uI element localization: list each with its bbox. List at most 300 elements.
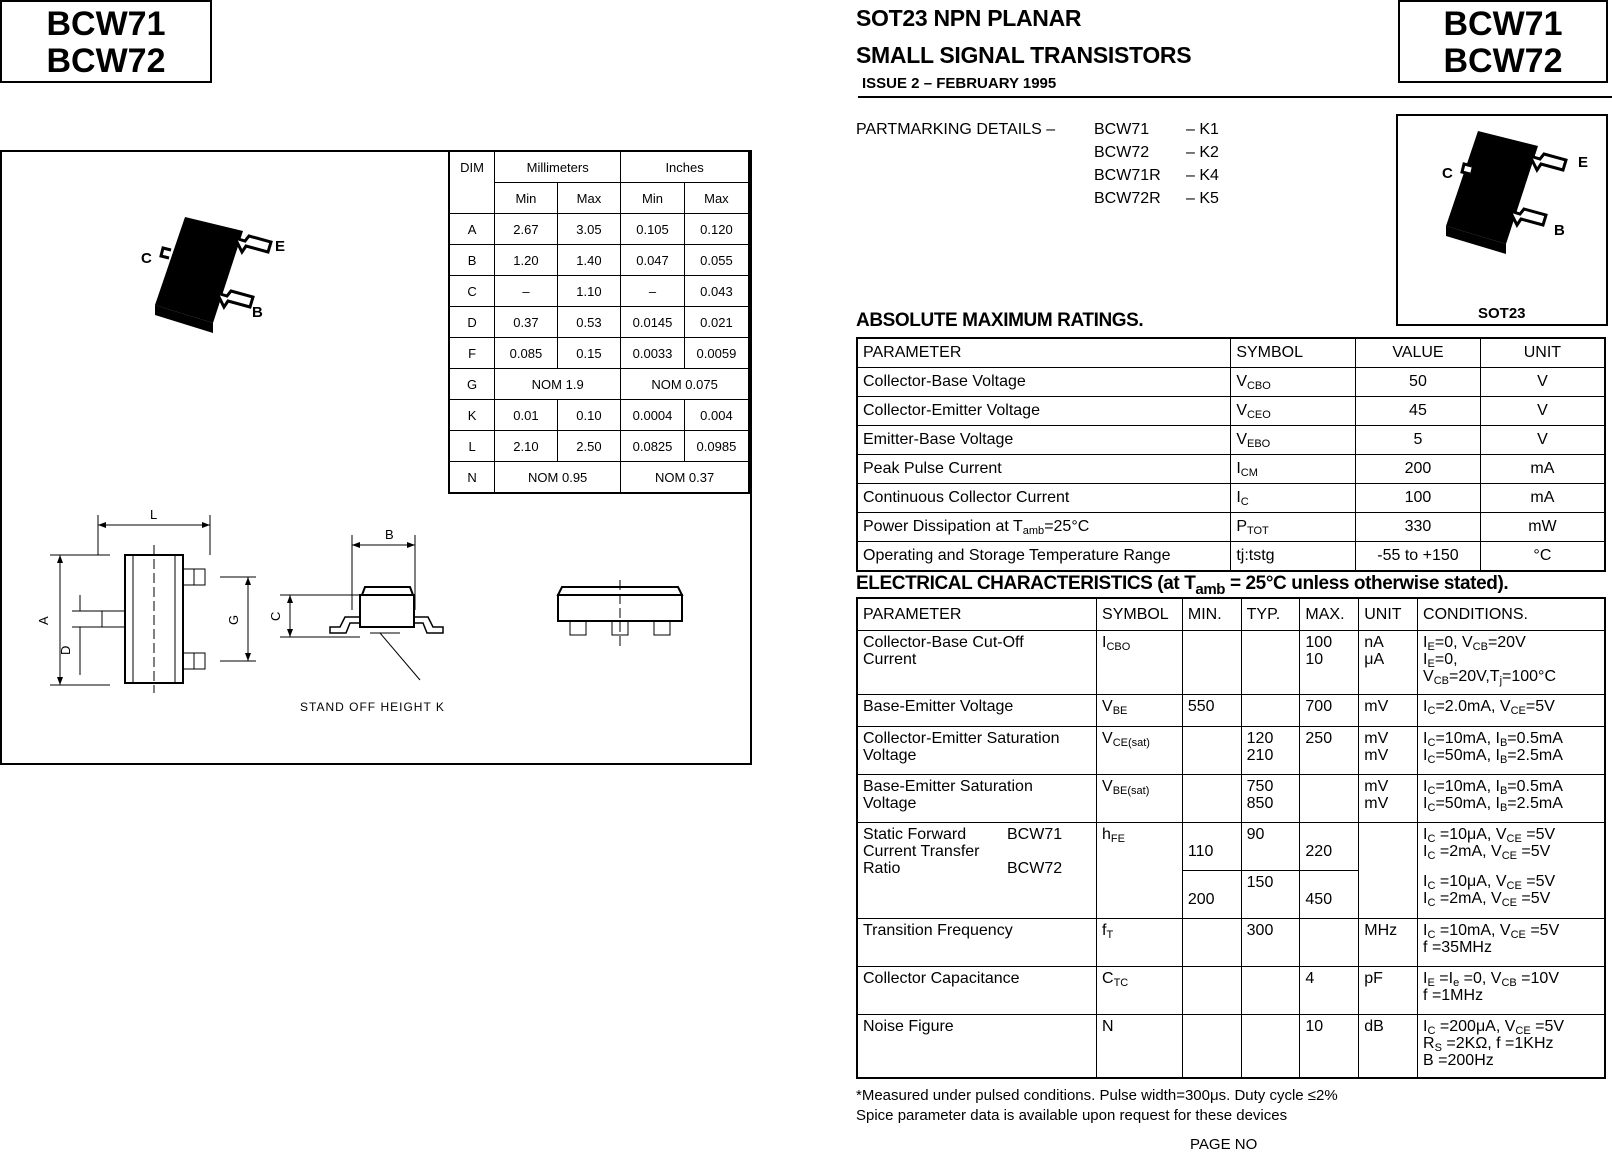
header-cell: MAX. [1300,598,1359,630]
param-line: Current [863,650,917,668]
dim-cell: NOM 1.9 [495,369,621,400]
dim-cell: – [495,276,558,307]
elec-title-text: ELECTRICAL CHARACTERISTICS (at T [856,573,1196,594]
cond-line: $I_C=50mA$, $I_B=2.5mA$ [1423,746,1563,766]
param-text: Ratio [863,859,901,877]
dim-cell: K [449,400,495,431]
min-line: 200 [1187,890,1215,908]
cond-cell [1418,822,1605,870]
dim-cell: 0.021 [684,307,749,338]
unit-cell: V [1480,368,1605,397]
dim-cell: 0.120 [684,214,749,245]
symbol-sub: EBO [1246,438,1271,450]
symbol: f [1102,921,1107,939]
unit-line: mV [1364,777,1389,795]
symbol-cell [1231,397,1356,426]
cond-line: $I_C =2mA$, $V_{CE} =5V$ [1423,842,1551,862]
min-cell [1182,966,1241,1014]
min-cell [1182,822,1241,870]
pin-e-label: E [275,238,286,255]
dim-cell: N [449,462,495,494]
max-cell [1300,774,1359,822]
symbol-sub: TOT [1246,525,1269,537]
dim-label-b: B [385,527,394,542]
cond-line: $I_E =I_e =0$, $V_{CB} =10V$ [1423,969,1559,989]
typ-cell [1241,1014,1300,1078]
max-line: 220 [1305,842,1333,860]
dim-row [449,214,749,245]
dim-row [449,462,749,494]
elec-table [856,597,1606,1079]
partmarking-label: PARTMARKING DETAILS – [856,121,1056,138]
dim-cell: B [449,245,495,276]
symbol-sub: C [1240,496,1249,508]
symbol-cell: N [1097,1014,1183,1078]
standoff-label: STAND OFF HEIGHT K [300,700,445,714]
max-cell: 10 [1300,1014,1359,1078]
max-cell [1300,918,1359,966]
part-row [1094,118,1219,141]
max-cell: 700 [1300,694,1359,726]
unit-line: mV [1364,746,1389,764]
symbol: I [1236,489,1241,506]
dim-cell: – [621,276,685,307]
pin-c-label: C [141,250,152,267]
dim-cell: 0.0004 [621,400,685,431]
dim-cell: 2.50 [557,431,620,462]
unit-line: mV [1364,794,1389,812]
elec-row [857,774,1605,822]
cond-cell [1418,918,1605,966]
max-line: 10 [1305,650,1324,668]
min-header: Min [621,183,685,214]
part-name: BCW71R [1094,167,1161,184]
unit-cell: dB [1359,1014,1418,1078]
unit-cell: MHz [1359,918,1418,966]
elec-title [856,573,1509,598]
symbol: V [1102,697,1113,715]
typ-cell [1241,822,1300,870]
header-cell: VALUE [1356,338,1481,368]
cond-cell [1418,630,1605,694]
abs-max-row [857,484,1605,513]
symbol-cell [1231,426,1356,455]
dim-cell: 0.055 [684,245,749,276]
unit-cell: mA [1480,455,1605,484]
header-cell: SYMBOL [1097,598,1183,630]
symbol-cell [1097,966,1183,1014]
abs-max-title: ABSOLUTE MAXIMUM RATINGS. [856,310,1144,331]
param-cell [857,513,1231,542]
symbol-cell [1097,822,1183,918]
cond-line: f =35MHz [1423,938,1492,956]
value-cell: -55 to +150 [1356,542,1481,572]
header-cell: SYMBOL [1231,338,1356,368]
symbol-cell [1097,918,1183,966]
dim-row [449,338,749,369]
cond-cell [1418,1014,1605,1078]
pin-c-label: C [1442,165,1453,182]
header-cell: UNIT [1480,338,1605,368]
param-line [863,860,1091,877]
dim-cell: NOM 0.075 [621,369,749,400]
part-row [1094,141,1219,164]
cond-line: $I_C =10\mu A$, $V_{CE} =5V$ [1423,825,1556,845]
abs-max-header-row [857,338,1605,368]
param-line: Voltage [863,746,917,764]
cond-line: $I_E=0$, [1423,650,1458,670]
symbol: h [1102,825,1111,843]
dim-cell: 0.37 [495,307,558,338]
value-cell: 200 [1356,455,1481,484]
dim-row [449,307,749,338]
part-mark: – K5 [1186,190,1219,207]
param-sub: amb [1022,525,1045,537]
unit-cell [1359,774,1418,822]
symbol-cell: tj:tstg [1231,542,1356,572]
unit-cell [1359,726,1418,774]
max-cell [1300,630,1359,694]
dim-header-row [449,151,749,183]
header-line2: SMALL SIGNAL TRANSISTORS [856,42,1192,68]
dim-row [449,400,749,431]
cond-cell [1418,774,1605,822]
symbol: V [1236,373,1247,390]
abs-max-table [856,337,1606,572]
sot23-package-icon-left [125,205,295,340]
typ-cell [1241,870,1300,918]
dim-cell: 1.40 [557,245,620,276]
min-cell [1182,870,1241,918]
unit-cell: °C [1480,542,1605,572]
left-title-line1: BCW71 [46,5,166,43]
cond-line: $I_C =10mA$, $V_{CE} =5V$ [1423,921,1560,941]
cond-line: $I_C =200\mu A$, $V_{CE} =5V$ [1423,1017,1565,1037]
dim-cell: 0.10 [557,400,620,431]
typ-cell [1241,694,1300,726]
typ-line: 850 [1246,794,1274,812]
dim-label-d: D [58,645,73,655]
cond-line: $I_C=10mA$, $I_B=0.5mA$ [1423,777,1563,797]
abs-max-row [857,513,1605,542]
sot23-package-icon [1398,116,1606,324]
value-cell: 330 [1356,513,1481,542]
dim-cell: 2.67 [495,214,558,245]
part-name: BCW71 [1094,121,1150,138]
abs-max-row [857,455,1605,484]
dim-row [449,276,749,307]
cond-line: $I_C =2mA$, $V_{CE} =5V$ [1423,890,1551,909]
symbol: P [1236,518,1247,535]
cond-line: $I_C=2.0mA$, $V_{CE}=5V$ [1423,697,1555,717]
issue-line: ISSUE 2 – FEBRUARY 1995 [862,75,1057,92]
unit-line: nA [1364,633,1384,651]
mechanical-drawings [30,507,730,730]
cond-cell [1418,966,1605,1014]
param-cell: Peak Pulse Current [857,455,1231,484]
part-name: BCW72 [1094,144,1150,161]
param-cell: Collector Capacitance [857,966,1097,1014]
symbol-sub: TC [1113,976,1129,989]
max-cell: 250 [1300,726,1359,774]
value-cell: 45 [1356,397,1481,426]
param-text: Static Forward [863,825,967,843]
dim-cell: 0.0033 [621,338,685,369]
typ-cell [1241,966,1300,1014]
symbol-sub: CM [1240,467,1258,479]
cond-cell [1418,726,1605,774]
symbol-cell [1097,726,1183,774]
abs-max-row [857,542,1605,572]
param-cell [857,774,1097,822]
unit-line: μA [1364,650,1385,668]
param-cell: Continuous Collector Current [857,484,1231,513]
typ-cell [1241,774,1300,822]
min-cell [1182,1014,1241,1078]
dim-row [449,245,749,276]
dim-label-g: G [226,614,241,625]
header-cell: MIN. [1182,598,1241,630]
dim-cell: 0.004 [684,400,749,431]
footnote-1: *Measured under pulsed conditions. Pulse width=300μs. Duty cycle ≤2% [856,1087,1338,1104]
device-label: BCW72 [1007,859,1063,877]
symbol: V [1102,729,1113,747]
symbol-sub: FE [1110,832,1125,845]
right-title-line2: BCW72 [1443,42,1563,80]
param-cell: Emitter-Base Voltage [857,426,1231,455]
partmarking-parts [1094,118,1219,210]
dim-cell: 0.53 [557,307,620,338]
dim-cell: 0.105 [621,214,685,245]
unit-cell: mA [1480,484,1605,513]
elec-row [857,966,1605,1014]
dim-label-a: A [36,616,51,625]
dim-cell: 3.05 [557,214,620,245]
elec-row [857,918,1605,966]
max-cell: 4 [1300,966,1359,1014]
cond-cell [1418,870,1605,918]
header-cell: UNIT [1359,598,1418,630]
symbol-sub: CBO [1246,380,1271,392]
dim-cell: NOM 0.37 [621,462,749,494]
param-line: Current Transfer [863,842,980,860]
param-cell [857,630,1097,694]
min-cell [1182,630,1241,694]
max-line: 100 [1305,633,1333,651]
header-cell: PARAMETER [857,598,1097,630]
package-name: SOT23 [1478,305,1526,322]
symbol-sub: BE(sat) [1112,784,1150,797]
dim-label-l: L [150,507,158,522]
dim-cell: 1.20 [495,245,558,276]
symbol-cell [1231,513,1356,542]
dim-cell: C [449,276,495,307]
param-line: Voltage [863,794,917,812]
abs-max-row [857,368,1605,397]
cond-line: B =200Hz [1423,1051,1494,1069]
max-cell [1300,870,1359,918]
typ-line: 120 [1246,729,1274,747]
symbol-cell [1231,368,1356,397]
max-line: 450 [1305,890,1333,908]
typ-line: 150 [1246,873,1274,891]
dimension-table [448,150,750,494]
dim-cell: A [449,214,495,245]
param-line: Collector-Base Cut-Off [863,633,1024,651]
part-row [1094,187,1219,210]
param-cell: Noise Figure [857,1014,1097,1078]
elec-row [857,726,1605,774]
page-number: PAGE NO [1190,1136,1258,1153]
symbol-cell [1097,694,1183,726]
unit-cell: V [1480,397,1605,426]
header-line1: SOT23 NPN PLANAR [856,5,1082,31]
symbol: V [1102,777,1113,795]
right-title-line1: BCW71 [1443,5,1563,43]
param-line [863,826,1091,843]
dim-cell: 0.043 [684,276,749,307]
value-cell: 50 [1356,368,1481,397]
param-cell: Transition Frequency [857,918,1097,966]
symbol-cell [1097,630,1183,694]
dim-cell: D [449,307,495,338]
cond-cell [1418,694,1605,726]
dim-cell: NOM 0.95 [495,462,621,494]
symbol-cell [1231,455,1356,484]
max-header: Max [557,183,620,214]
right-title-box [1398,0,1608,83]
symbol: V [1236,431,1247,448]
dim-header: DIM [449,151,495,214]
param-text: =25°C [1044,518,1090,535]
in-header: Inches [621,151,749,183]
min-cell [1182,774,1241,822]
symbol: I [1102,633,1107,651]
symbol-sub: CEO [1246,409,1271,421]
unit-line: mV [1364,729,1389,747]
dim-cell: 0.15 [557,338,620,369]
symbol: V [1236,402,1247,419]
param-cell: Collector-Emitter Voltage [857,397,1231,426]
param-cell [857,822,1097,918]
param-cell: Operating and Storage Temperature Range [857,542,1231,572]
dim-cell: 0.085 [495,338,558,369]
left-title-box [0,0,212,83]
header-cell: CONDITIONS. [1418,598,1605,630]
symbol: C [1102,969,1114,987]
param-text: Power Dissipation at T [863,518,1023,535]
dim-cell: 0.0059 [684,338,749,369]
elec-header-row [857,598,1605,630]
abs-max-row [857,397,1605,426]
cond-line: $I_C=10mA$, $I_B=0.5mA$ [1423,729,1563,749]
unit-cell: pF [1359,966,1418,1014]
max-header: Max [684,183,749,214]
part-name: BCW72R [1094,190,1161,207]
symbol-sub: CBO [1106,640,1131,653]
symbol-sub: T [1106,928,1114,941]
part-mark: – K4 [1186,167,1219,184]
symbol: I [1236,460,1241,477]
dim-cell: 0.047 [621,245,685,276]
dim-subheader-row [449,183,749,214]
elec-row [857,630,1605,694]
package-box [1396,114,1608,326]
header-cell: TYP. [1241,598,1300,630]
param-cell [857,726,1097,774]
dim-cell: 0.0145 [621,307,685,338]
part-mark: – K2 [1186,144,1219,161]
header-cell: PARAMETER [857,338,1231,368]
cond-line: $V_{CB}=20V,T_j=100^\circ C$ [1423,667,1557,687]
elec-row [857,694,1605,726]
pin-b-label: B [252,304,263,321]
cond-line: f =1MHz [1423,986,1484,1004]
min-cell: 550 [1182,694,1241,726]
part-row [1094,164,1219,187]
value-cell: 5 [1356,426,1481,455]
min-cell [1182,918,1241,966]
unit-cell: mW [1480,513,1605,542]
device-label: BCW71 [1007,825,1063,843]
symbol-cell [1231,484,1356,513]
param-cell: Collector-Base Voltage [857,368,1231,397]
unit-cell [1359,630,1418,694]
pin-e-label: E [1578,154,1589,171]
symbol-sub: BE [1112,704,1128,717]
unit-cell: V [1480,426,1605,455]
dim-label-c: C [268,611,283,621]
elec-row [857,1014,1605,1078]
cond-line: $I_E=0$, $V_{CB}=20V$ [1423,633,1526,653]
elec-title-text: = 25°C unless otherwise stated). [1225,573,1509,594]
typ-cell [1241,630,1300,694]
header-rule [858,96,1612,98]
elec-title-sub: amb [1195,581,1226,598]
min-cell [1182,726,1241,774]
cond-line: $I_C=50mA$, $I_B=2.5mA$ [1423,794,1563,814]
dim-cell: 0.0825 [621,431,685,462]
symbol-cell [1097,774,1183,822]
typ-cell [1241,726,1300,774]
typ-cell: 300 [1241,918,1300,966]
typ-line: 750 [1246,777,1274,795]
dim-cell: 0.0985 [684,431,749,462]
typ-line: 90 [1246,825,1265,843]
dim-cell: 0.01 [495,400,558,431]
param-line: Collector-Emitter Saturation [863,729,1060,747]
max-cell [1300,822,1359,870]
min-header: Min [495,183,558,214]
footnote-2: Spice parameter data is available upon request for these devices [856,1107,1288,1124]
cond-line: $R_S =2K\Omega$, f =1KHz [1423,1034,1554,1054]
left-title-line2: BCW72 [46,42,166,80]
mm-header: Millimeters [495,151,621,183]
symbol-sub: CE(sat) [1112,736,1150,749]
dim-cell: 2.10 [495,431,558,462]
unit-cell: mV [1359,694,1418,726]
elec-row [857,822,1605,870]
dim-row [449,369,749,400]
param-line: Base-Emitter Saturation [863,777,1033,795]
dim-cell: G [449,369,495,400]
dim-cell: 1.10 [557,276,620,307]
dim-row [449,431,749,462]
pin-b-label: B [1554,222,1565,239]
dim-cell: L [449,431,495,462]
dim-cell: F [449,338,495,369]
unit-cell [1359,822,1418,918]
